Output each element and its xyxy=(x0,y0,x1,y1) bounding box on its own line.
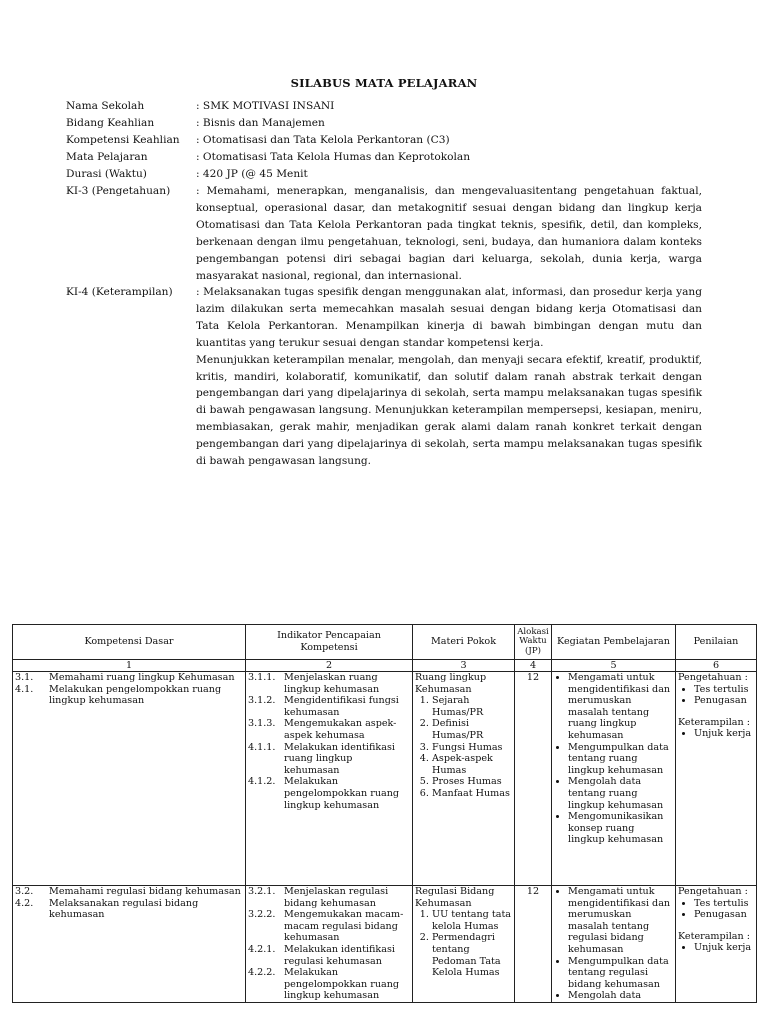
indicator-text: Melakukan identifikasi ruang lingkup kehumasan xyxy=(284,741,395,776)
kegiatan-cell xyxy=(552,886,676,1003)
column-number: 3 xyxy=(413,660,515,672)
penilaian-item: • Unjuk kerja xyxy=(694,728,754,740)
header-kegiatan: Kegiatan Pembelajaran xyxy=(552,625,676,660)
materi-title: Ruang lingkup Kehumasan xyxy=(415,672,487,695)
kd-text: Melakukan pengelompokkan ruang lingkup kehumasan xyxy=(49,683,222,707)
materi-item: 1. Sejarah Humas/PR xyxy=(432,695,512,718)
identity-block xyxy=(66,98,702,183)
kegiatan-item: • Mengomunikasikan konsep ruang lingkup kehumasan xyxy=(568,811,673,846)
meta-row-field xyxy=(66,115,702,132)
materi-item: 1. UU tentang tata kelola Humas xyxy=(432,909,512,932)
indicator-text: Mengemukakan macam-macam regulasi bidang kehumasan xyxy=(284,909,404,944)
meta-row-duration xyxy=(66,166,702,183)
kegiatan-item: • Mengolah data tentang ruang lingkup kehumasan xyxy=(568,776,673,811)
indicator-item xyxy=(248,695,410,718)
kegiatan-cell xyxy=(552,672,676,886)
materi-list xyxy=(415,909,512,979)
column-number: 1 xyxy=(13,660,246,672)
indicator-cell xyxy=(246,886,413,1003)
indicator-code: 3.1.1. xyxy=(248,672,276,683)
penilaian-item: • Penugasan xyxy=(694,695,754,707)
kegiatan-list xyxy=(554,672,673,846)
meta-label: Nama Sekolah xyxy=(66,100,145,112)
kegiatan-item: • Mengumpulkan data tentang regulasi bidang kehumasan xyxy=(568,956,673,991)
kd-code: 4.2. xyxy=(15,897,34,909)
meta-row-competency xyxy=(66,132,702,149)
ki4-block xyxy=(66,284,702,470)
indicator-text: Mengidentifikasi fungsi kehumasan xyxy=(284,695,399,718)
header-alokasi-waktu: Alokasi Waktu (JP) xyxy=(515,625,552,660)
materi-title: Regulasi Bidang Kehumasan xyxy=(415,886,495,909)
indicator-item xyxy=(248,742,410,777)
meta-value: : Otomatisasi dan Tata Kelola Perkantoran (C3) xyxy=(196,134,450,146)
kd-item xyxy=(15,886,243,898)
meta-row-school xyxy=(66,98,702,115)
kd-text: Melaksanakan regulasi bidang kehumasan xyxy=(49,897,199,921)
indicator-code: 4.2.2. xyxy=(248,967,276,979)
indicator-text: Mengemukakan aspek-aspek kehumasa xyxy=(284,718,397,741)
meta-row-subject xyxy=(66,149,702,166)
penilaian-pengetahuan-label: Pengetahuan : xyxy=(678,886,748,897)
kd-item xyxy=(15,684,243,707)
penilaian-pengetahuan-label: Pengetahuan : xyxy=(678,672,748,683)
syllabus-table xyxy=(12,624,757,1003)
penilaian-item: • Penugasan xyxy=(694,909,754,921)
header-kompetensi-dasar: Kompetensi Dasar xyxy=(13,625,246,660)
meta-label: Mata Pelajaran xyxy=(66,151,148,163)
penilaian-keterampilan-label: Keterampilan : xyxy=(678,716,750,728)
kegiatan-item: • Mengolah data xyxy=(568,990,673,1002)
penilaian-keterampilan-label: Keterampilan : xyxy=(678,930,750,942)
kd-text: Memahami ruang lingkup Kehumasan xyxy=(49,672,235,683)
header-materi-pokok: Materi Pokok xyxy=(413,625,515,660)
indicator-item xyxy=(248,776,410,811)
ki4-label: KI-4 (Keterampilan) xyxy=(66,286,173,298)
ki4-paragraph: : Melaksanakan tugas spesifik dengan menggunakan alat, informasi, dan prosedur kerja yang lazim dilakukan serta memecahkan masalah sesuai dengan bidang kerja Otomatisasi dan Tata Kelola Perkantoran. Menampilkan kinerja di bawah bimbingan dengan mutu dan kuantitas yang terukur sesuai dengan standar kompetensi kerja. xyxy=(196,286,702,349)
meta-label: Bidang Keahlian xyxy=(66,117,155,129)
materi-item: 2. Permendagri tentang Pedoman Tata Kelola Humas xyxy=(432,932,512,978)
kd-cell xyxy=(13,672,246,886)
indicator-cell xyxy=(246,672,413,886)
indicator-text: Menjelaskan ruang lingkup kehumasan xyxy=(284,672,380,695)
column-number: 2 xyxy=(246,660,413,672)
meta-value: : Otomatisasi Tata Kelola Humas dan Keprotokolan xyxy=(196,151,471,163)
indicator-code: 4.1.2. xyxy=(248,776,276,788)
indicator-text: Melakukan pengelompokkan ruang lingkup kehumasan xyxy=(284,776,400,811)
materi-item: 6. Manfaat Humas xyxy=(432,788,512,800)
meta-value: : 420 JP (@ 45 Menit xyxy=(196,168,308,180)
penilaian-keterampilan-list xyxy=(678,942,754,954)
penilaian-keterampilan-list xyxy=(678,728,754,740)
column-number: 6 xyxy=(676,660,757,672)
kd-code: 4.1. xyxy=(15,683,34,695)
ki3-block xyxy=(66,183,702,284)
kd-item xyxy=(15,898,243,921)
indicator-item xyxy=(248,909,410,944)
ki3-text: : Memahami, menerapkan, menganalisis, dan mengevaluasitentang pengetahuan faktual, konseptual, operasional dasar, dan metakognitif sesuai dengan bidang dan lingkup kerja Otomatisasi dan Tata Kelola Perkantoran pada tingkat teknis, spesifik, detil, dan kompleks, berkenaan dengan ilmu pengetahuan, teknologi, seni, budaya, dan humaniora dalam konteks pengembangan potensi diri sebagai bagian dari keluarga, sekolah, dunia kerja, warga masyarakat nasional, regional, dan internasional. xyxy=(196,185,702,282)
jp-cell: 12 xyxy=(515,672,552,886)
column-number: 4 xyxy=(515,660,552,672)
indicator-text: Menjelaskan regulasi bidang kehumasan xyxy=(284,886,389,909)
kegiatan-item: • Mengamati untuk mengidentifikasi dan merumuskan masalah tentang regulasi bidang kehumasan xyxy=(568,886,673,956)
kd-cell xyxy=(13,886,246,1003)
table-row xyxy=(13,886,757,1003)
indicator-code: 4.1.1. xyxy=(248,741,276,753)
penilaian-cell xyxy=(676,886,757,1003)
penilaian-pengetahuan-list xyxy=(678,898,754,921)
materi-item: 3. Fungsi Humas xyxy=(432,742,512,754)
ki4-paragraph: Menunjukkan keterampilan menalar, mengolah, dan menyaji secara efektif, kreatif, produktif, kritis, mandiri, kolaboratif, komunikatif, dan solutif dalam ranah abstrak terkait dengan pengembangan dari yang dipelajarinya di sekolah, serta mampu melaksanakan tugas spesifik di bawah pengawasan langsung. Menunjukkan keterampilan mempersepsi, kesiapan, meniru, membiasakan, gerak mahir, menjadikan gerak alami dalam ranah konkret terkait dengan pengembangan dari yang dipelajarinya di sekolah, serta mampu melaksanakan tugas spesifik di bawah pengawasan langsung. xyxy=(196,353,702,468)
meta-label: Kompetensi Keahlian xyxy=(66,134,180,146)
indicator-code: 3.1.3. xyxy=(248,718,276,730)
materi-cell xyxy=(413,672,515,886)
indicator-item xyxy=(248,967,410,1002)
indicator-item xyxy=(248,886,410,909)
penilaian-pengetahuan-list xyxy=(678,684,754,707)
penilaian-cell xyxy=(676,672,757,886)
header-indikator: Indikator Pencapaian Kompetensi xyxy=(246,625,413,660)
kegiatan-item: • Mengamati untuk mengidentifikasi dan merumuskan masalah tentang ruang lingkup kehumasan xyxy=(568,672,673,742)
indicator-code: 3.2.2. xyxy=(248,909,276,921)
meta-label: Durasi (Waktu) xyxy=(66,168,147,180)
indicator-code: 3.2.1. xyxy=(248,886,276,897)
indicator-code: 4.2.1. xyxy=(248,943,276,955)
column-number-row xyxy=(13,660,757,672)
column-number: 5 xyxy=(552,660,676,672)
indicator-text: Melakukan identifikasi regulasi kehumasan xyxy=(284,943,395,967)
materi-item: 4. Aspek-aspek Humas xyxy=(432,753,512,776)
materi-cell xyxy=(413,886,515,1003)
kd-text: Memahami regulasi bidang kehumasan xyxy=(49,886,241,897)
meta-value: : Bisnis dan Manajemen xyxy=(196,117,325,129)
penilaian-item: • Tes tertulis xyxy=(694,898,754,910)
indicator-text: Melakukan pengelompokkan ruang lingkup kehumasan xyxy=(284,967,400,1002)
kd-code: 3.2. xyxy=(15,886,34,897)
table-row xyxy=(13,672,757,886)
materi-item: 2. Definisi Humas/PR xyxy=(432,718,512,741)
ki4-text xyxy=(196,284,702,470)
document-title: SILABUS MATA PELAJARAN xyxy=(290,76,478,90)
indicator-item xyxy=(248,672,410,695)
indicator-item xyxy=(248,718,410,741)
meta-value: : SMK MOTIVASI INSANI xyxy=(196,100,335,112)
jp-cell: 12 xyxy=(515,886,552,1003)
kegiatan-item: • Mengumpulkan data tentang ruang lingkup kehumasan xyxy=(568,742,673,777)
penilaian-item: • Unjuk kerja xyxy=(694,942,754,954)
kd-code: 3.1. xyxy=(15,672,34,683)
table-header-row xyxy=(13,625,757,660)
kd-item xyxy=(15,672,243,684)
indicator-code: 3.1.2. xyxy=(248,695,276,707)
penilaian-item: • Tes tertulis xyxy=(694,684,754,696)
indicator-item xyxy=(248,944,410,967)
materi-item: 5. Proses Humas xyxy=(432,776,512,788)
kegiatan-list xyxy=(554,886,673,1002)
ki3-label: KI-3 (Pengetahuan) xyxy=(66,185,171,197)
materi-list xyxy=(415,695,512,799)
header-penilaian: Penilaian xyxy=(676,625,757,660)
